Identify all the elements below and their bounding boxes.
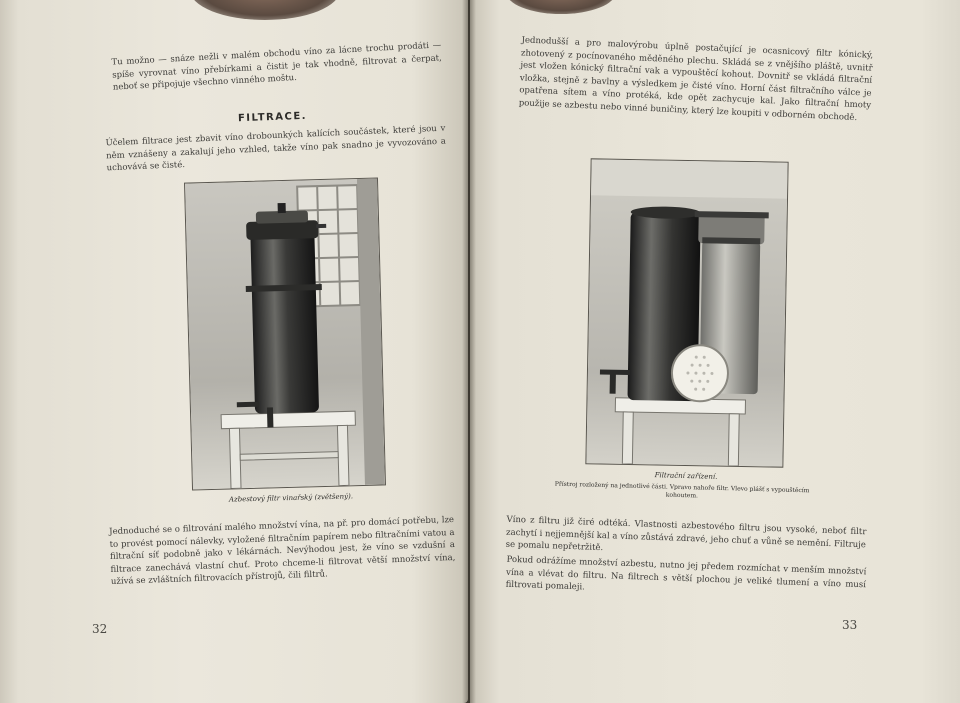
thumb bbox=[190, 0, 340, 20]
right-paragraph-result: Víno z filtru již čiré odtéká. Vlastnosti azbestového filtru jsou vysoké, neboť filtr zachytí i nejjemnější kal a víno zůstává zdravé, jeho chuť a vůně se nemění. Filtruje se pomalu nepřetržitě. bbox=[505, 514, 867, 554]
right-page-number: 33 bbox=[842, 618, 858, 632]
right-figure-caption: Filtrační zařízení. bbox=[654, 471, 718, 481]
right-figure-subcaption: Přístroj rozložený na jednotlivé části. Vpravo nahoře filtr. Vlevo plášť s vypouštěcím kohoutem. bbox=[554, 480, 810, 500]
left-paragraph-method: Jednoduché se o filtrování malého množství vína, na př. pro domácí potřebu, lze to provést pomocí nálevky, vyložené filtračním papírem nebo filtračními vatou a filtrační síť podobně jako v lékárnách. Nevýhodou jest, že víno se vzdušní a filtrace zanechává vlastní chuť. Proto chceme-li filtrovat větší množství vína, užívá se zvláštních filtrovacích přístrojů, čili filtrů. bbox=[109, 514, 456, 588]
left-page-number: 32 bbox=[92, 622, 108, 636]
right-paragraph-asbestos: Pokud odrážíme množství azbestu, nutno jej předem rozmíchat v menším množství vína a vlévat do filtru. Na filtrech s větší plochou je veliké tlumení a víno musí filtrovati pomaleji. bbox=[505, 554, 867, 593]
book-gutter bbox=[462, 0, 476, 703]
section-heading-filtrace: FILTRACE. bbox=[237, 110, 308, 125]
left-paragraph-intro: Tu možno — snáze nežli v malém obchodu víno za lácne trochu prodáti — spíše vyrovnat víno přebírkami a čistit je tak vhodně, filtrovat a čerpat, neboť se připojuje všechno vinného moštu. bbox=[111, 40, 443, 93]
thumb bbox=[506, 0, 616, 14]
left-page bbox=[0, 0, 468, 703]
filter-photo-right bbox=[585, 158, 788, 467]
right-page bbox=[470, 0, 960, 703]
left-figure-caption: Azbestový filtr vinařský (zvětšený). bbox=[228, 492, 354, 504]
left-paragraph-filtrace: Účelem filtrace jest zbavit víno drobounkých kalících součástek, které jsou v něm vznášeny a zakalují jeho vzhled, takže víno pak snadno je vyvozováno a uchovává se čisté. bbox=[105, 123, 447, 174]
right-paragraph-intro: Jednodušší a pro malovýrobu úplně postačující je ocasnicový filtr kónický, zhotovený z pocínovaného měděného plechu. Skládá se z vnějšího pláště, uvnitř jest vložen kónický filtrační vak a vypouštěcí kohout. Dovnitř se vkládá filtrační vložka, stejně z bavlny a výsledkem je čisté víno. Horní část filtračního válce je opatřena sítem a víno protéká, kde opět zachycuje kal. Jako filtrační hmoty použije se azbestu nebo vinné buničiny, který lze koupiti v odborném obchodě. bbox=[518, 35, 874, 123]
filter-photo-left bbox=[184, 178, 386, 491]
